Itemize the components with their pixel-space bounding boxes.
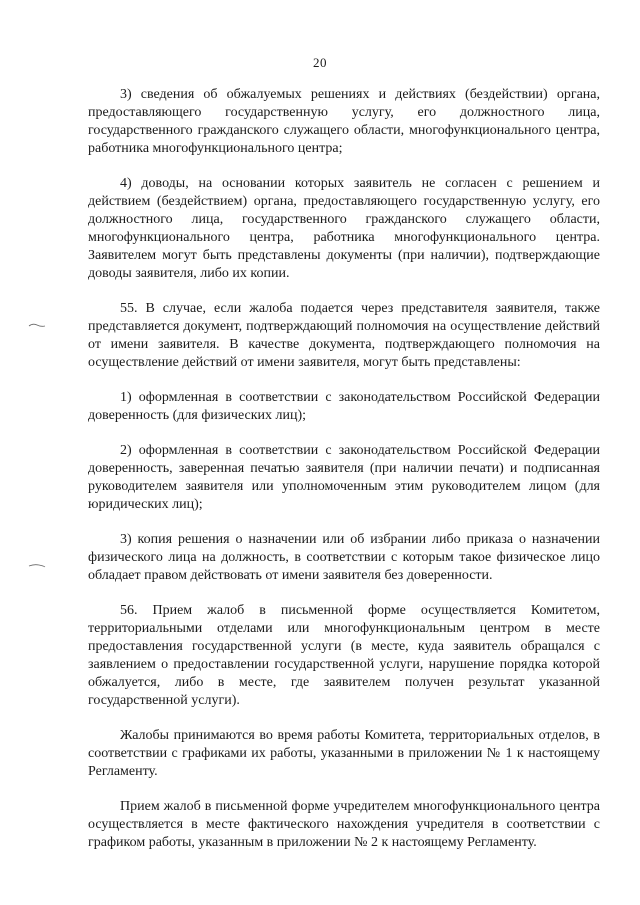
paragraph-section-55: 55. В случае, если жалоба подается через представителя заявителя, также представляется документ, подтверждающий полномочия на осуществление действий от имени заявителя. В качестве документа, подтверждающего полномочия на осуществление действий от имени заявителя, могут быть представлены:	[88, 301, 600, 370]
paragraph-item-3-complaint-info: 3) сведения об обжалуемых решениях и действиях (бездействии) органа, предоставляющего государственную услугу, его должностного лица, государственного гражданского служащего области, многофункционального центра, работника многофункционального центра;	[88, 87, 600, 156]
scan-artifact-mark	[28, 322, 46, 328]
paragraph-section-56: 56. Прием жалоб в письменной форме осуществляется Комитетом, территориальными отделами или многофункциональным центром в месте предоставления государственной услуги (в месте, куда заявитель обращался с заявлением о предоставлении государственной услуги, нарушение порядка которой обжалуется, либо в месте, где заявителем получен результат указанной государственной услуги).	[88, 603, 600, 708]
scan-artifact-mark	[28, 563, 46, 569]
paragraph-item-1-power-of-attorney: 1) оформленная в соответствии с законодательством Российской Федерации доверенность (для физических лиц);	[88, 390, 600, 423]
paragraph-item-2-legal-entity-attorney: 2) оформленная в соответствии с законодательством Российской Федерации доверенность, заверенная печатью заявителя (при наличии печати) и подписанная руководителем заявителя или уполномоченным этим руководителем лицом (для юридических лиц);	[88, 443, 600, 512]
document-body	[88, 86, 600, 869]
page-number: 20	[313, 55, 327, 70]
paragraph-founder-complaints: Прием жалоб в письменной форме учредителем многофункционального центра осуществляется в месте фактического нахождения учредителя в соответствии с графиком работы, указанным в приложении № 2 к настоящему Регламенту.	[88, 799, 600, 850]
paragraph-item-4-arguments: 4) доводы, на основании которых заявитель не согласен с решением и действием (бездействием) органа, предоставляющего государственную услугу, его должностного лица, государственного гражданского служащего области, многофункционального центра, работника многофункционального центра. Заявителем могут быть представлены документы (при наличии), подтверждающие доводы заявителя, либо их копии.	[88, 176, 600, 281]
paragraph-item-3-appointment-copy: 3) копия решения о назначении или об избрании либо приказа о назначении физического лица на должность, в соответствии с которым такое физическое лицо обладает правом действовать от имени заявителя без доверенности.	[88, 532, 600, 583]
paragraph-complaints-hours: Жалобы принимаются во время работы Комитета, территориальных отделов, в соответствии с графиками их работы, указанными в приложении № 1 к настоящему Регламенту.	[88, 728, 600, 779]
